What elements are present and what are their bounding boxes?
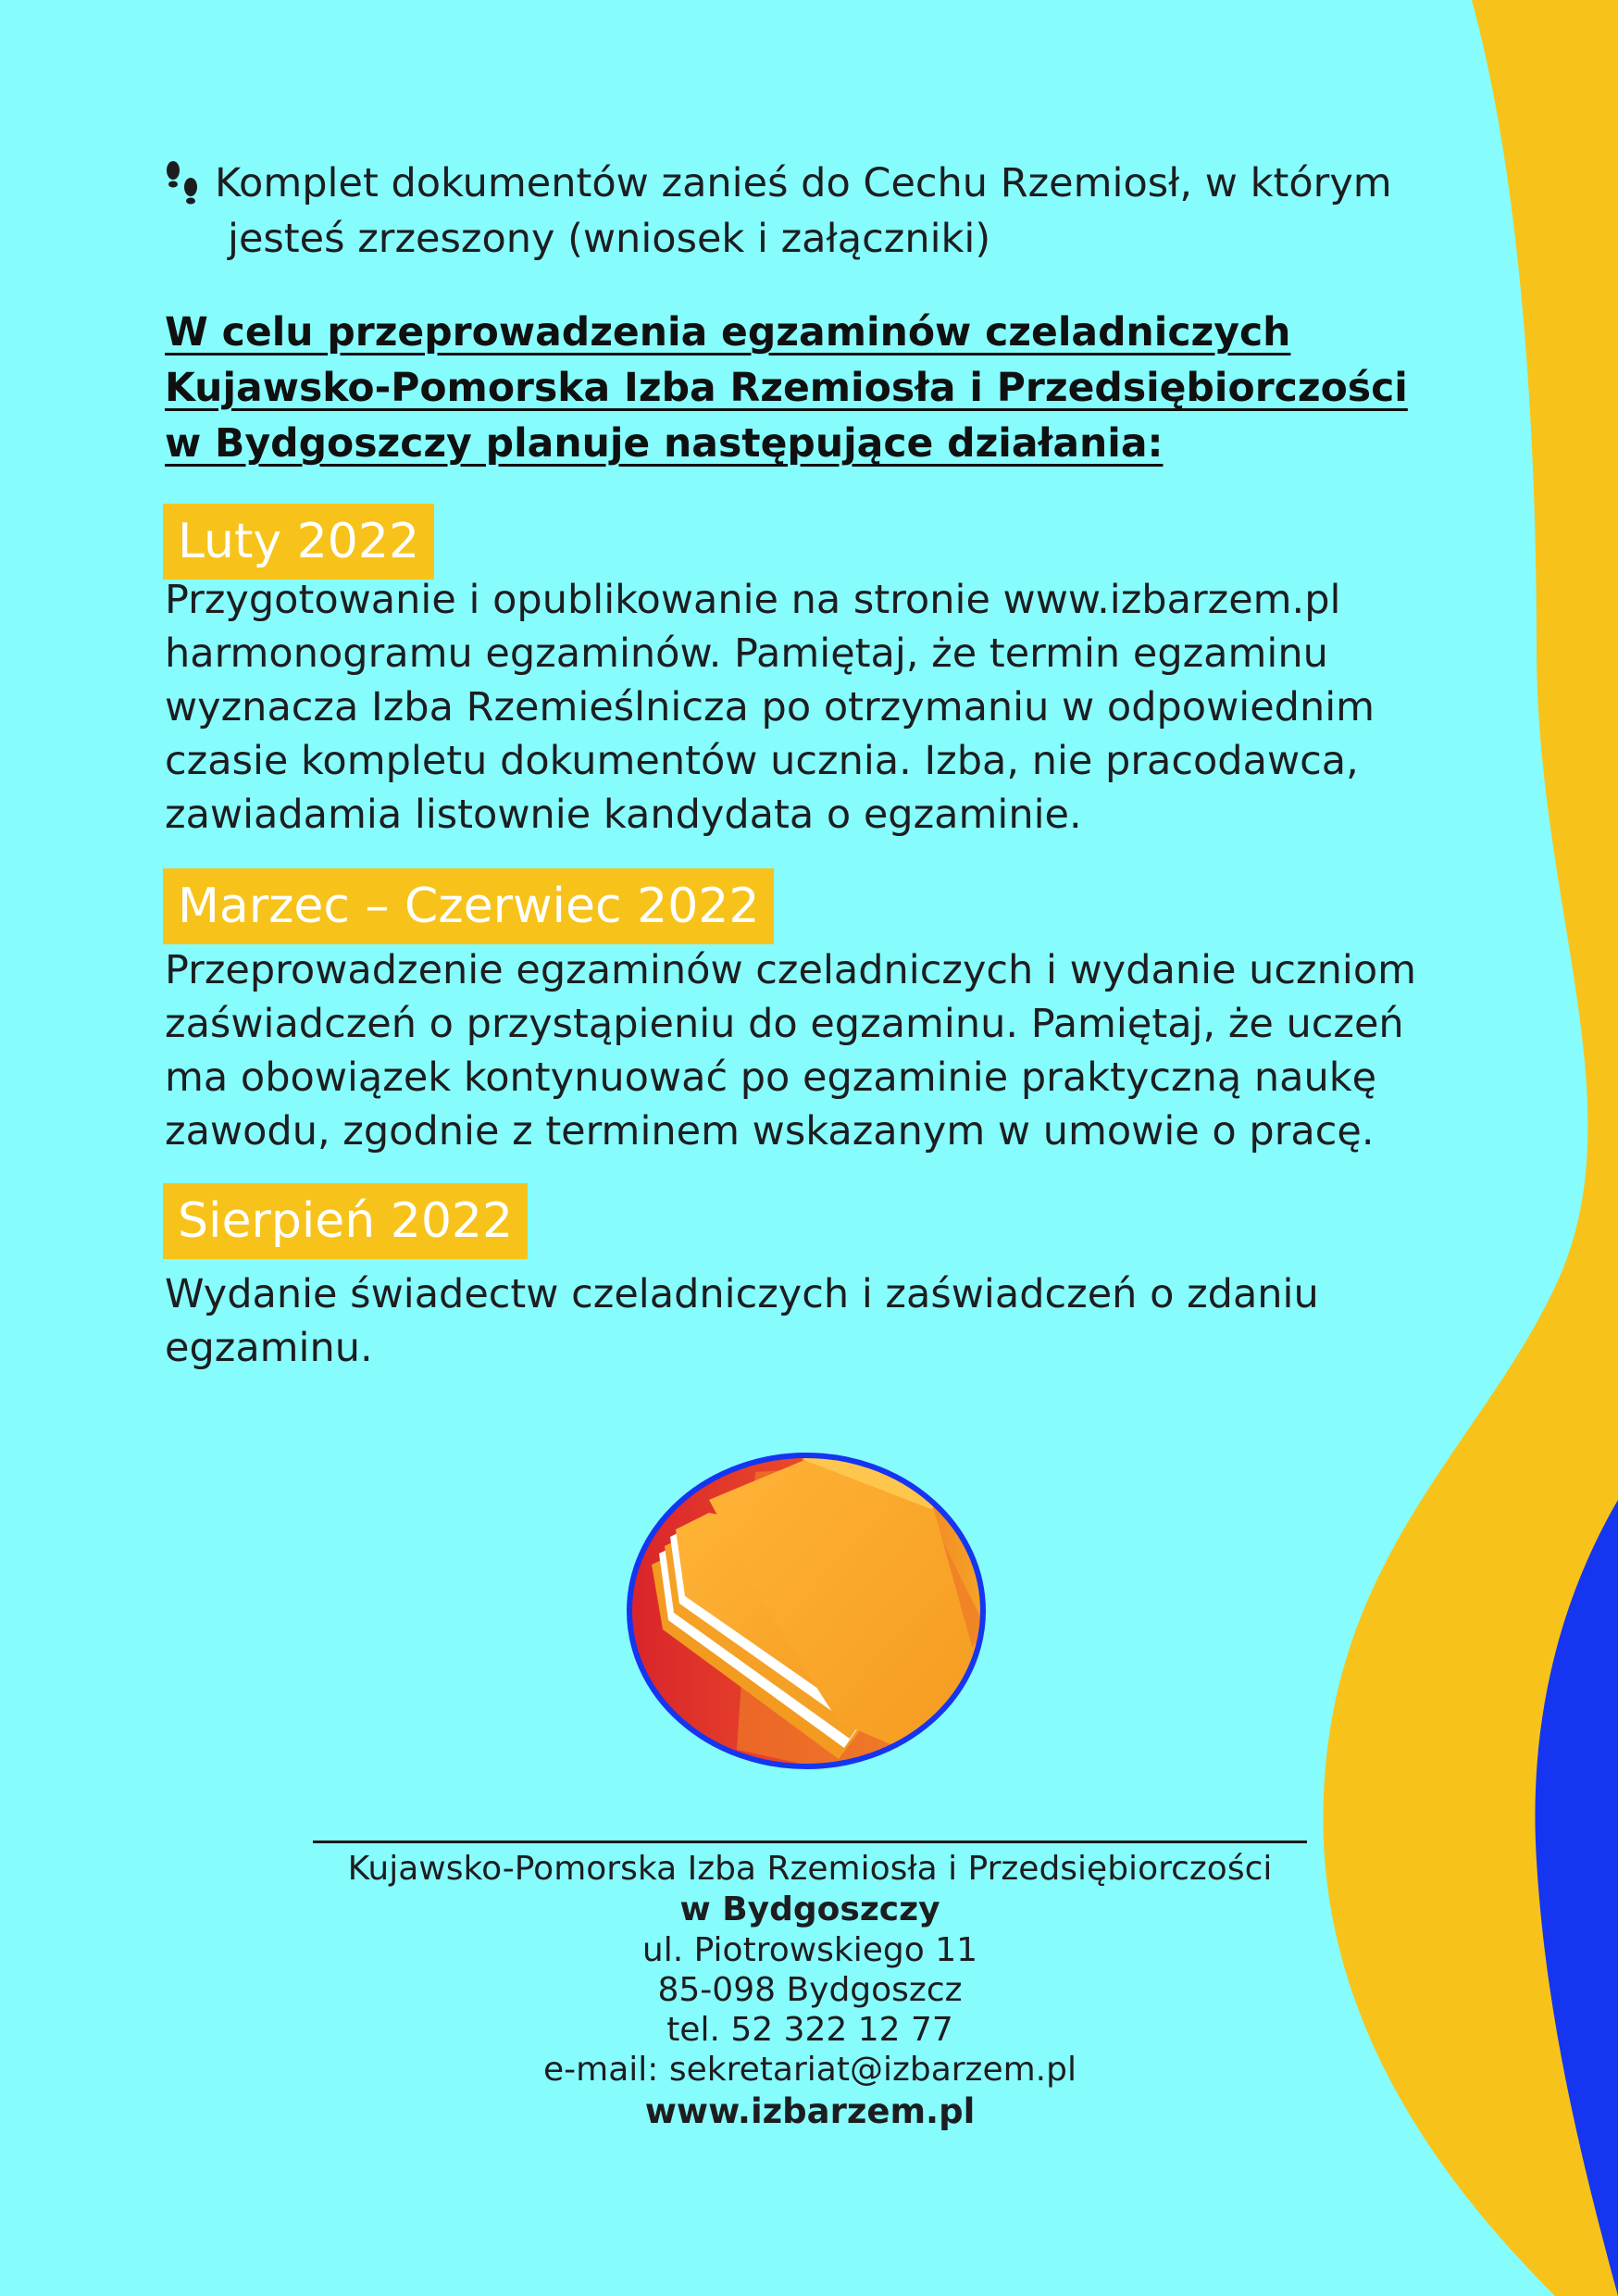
intro-text <box>215 156 1392 267</box>
section-line: Przeprowadzenie egzaminów czeladniczych i wydanie uczniom <box>165 947 1417 993</box>
footer-contact <box>313 1841 1307 2134</box>
heading-line: W celu przeprowadzenia egzaminów czeladniczych <box>165 310 1291 356</box>
section-text-march-june <box>165 943 1479 1158</box>
section-line: czasie kompletu dokumentów ucznia. Izba, nie pracodawca, <box>165 738 1359 784</box>
footer-street: ul. Piotrowskiego 11 <box>641 1931 978 1969</box>
footer-email[interactable]: e-mail: sekretariat@izbarzem.pl <box>543 2051 1077 2089</box>
date-badge-march-june: Marzec – Czerwiec 2022 <box>163 868 774 944</box>
page-heading <box>165 306 1461 472</box>
section-line: wyznacza Izba Rzemieślnicza po otrzymaniu w odpowiednim <box>165 684 1375 730</box>
intro-note <box>163 156 1477 267</box>
folders-icon <box>626 1444 996 1778</box>
intro-line: Komplet dokumentów zanieś do Cechu Rzemiosł, w którym <box>215 160 1392 206</box>
date-badge-february: Luty 2022 <box>163 504 434 580</box>
section-text-february <box>165 573 1479 842</box>
footer-postal: 85-098 Bydgoszcz <box>657 1971 963 2009</box>
heading-line: w Bydgoszczy planuje następujące działania: <box>165 421 1164 467</box>
section-line: zawiadamia listownie kandydata o egzaminie. <box>165 792 1082 838</box>
date-badge-august: Sierpień 2022 <box>163 1183 528 1259</box>
section-line: ma obowiązek kontynuować po egzaminie praktyczną naukę <box>165 1054 1377 1101</box>
section-line: egzaminu. <box>165 1325 373 1371</box>
section-text-august <box>165 1267 1479 1375</box>
section-line: harmonogramu egzaminów. Pamiętaj, że termin egzaminu <box>165 630 1328 677</box>
intro-line: jesteś zrzeszony (wniosek i załączniki) <box>228 216 991 262</box>
footprints-icon <box>163 159 202 211</box>
section-line: zawodu, zgodnie z terminem wskazanym w umowie o pracę. <box>165 1108 1375 1154</box>
footer-divider <box>313 1841 1307 1843</box>
footer-organization: Kujawsko-Pomorska Izba Rzemiosła i Przedsiębiorczości <box>347 1850 1273 1888</box>
footer-phone: tel. 52 322 12 77 <box>666 2011 953 2049</box>
footer-website-link[interactable]: www.izbarzem.pl <box>644 2091 976 2131</box>
section-line: zaświadczeń o przystąpieniu do egzaminu. Pamiętaj, że uczeń <box>165 1001 1404 1047</box>
footer-city: w Bydgoszczy <box>679 1890 940 1928</box>
heading-line: Kujawsko-Pomorska Izba Rzemiosła i Przedsiębiorczości <box>165 366 1408 411</box>
section-line: Wydanie świadectw czeladniczych i zaświadczeń o zdaniu <box>165 1271 1319 1317</box>
section-line: Przygotowanie i opublikowanie na stronie www.izbarzem.pl <box>165 577 1341 623</box>
